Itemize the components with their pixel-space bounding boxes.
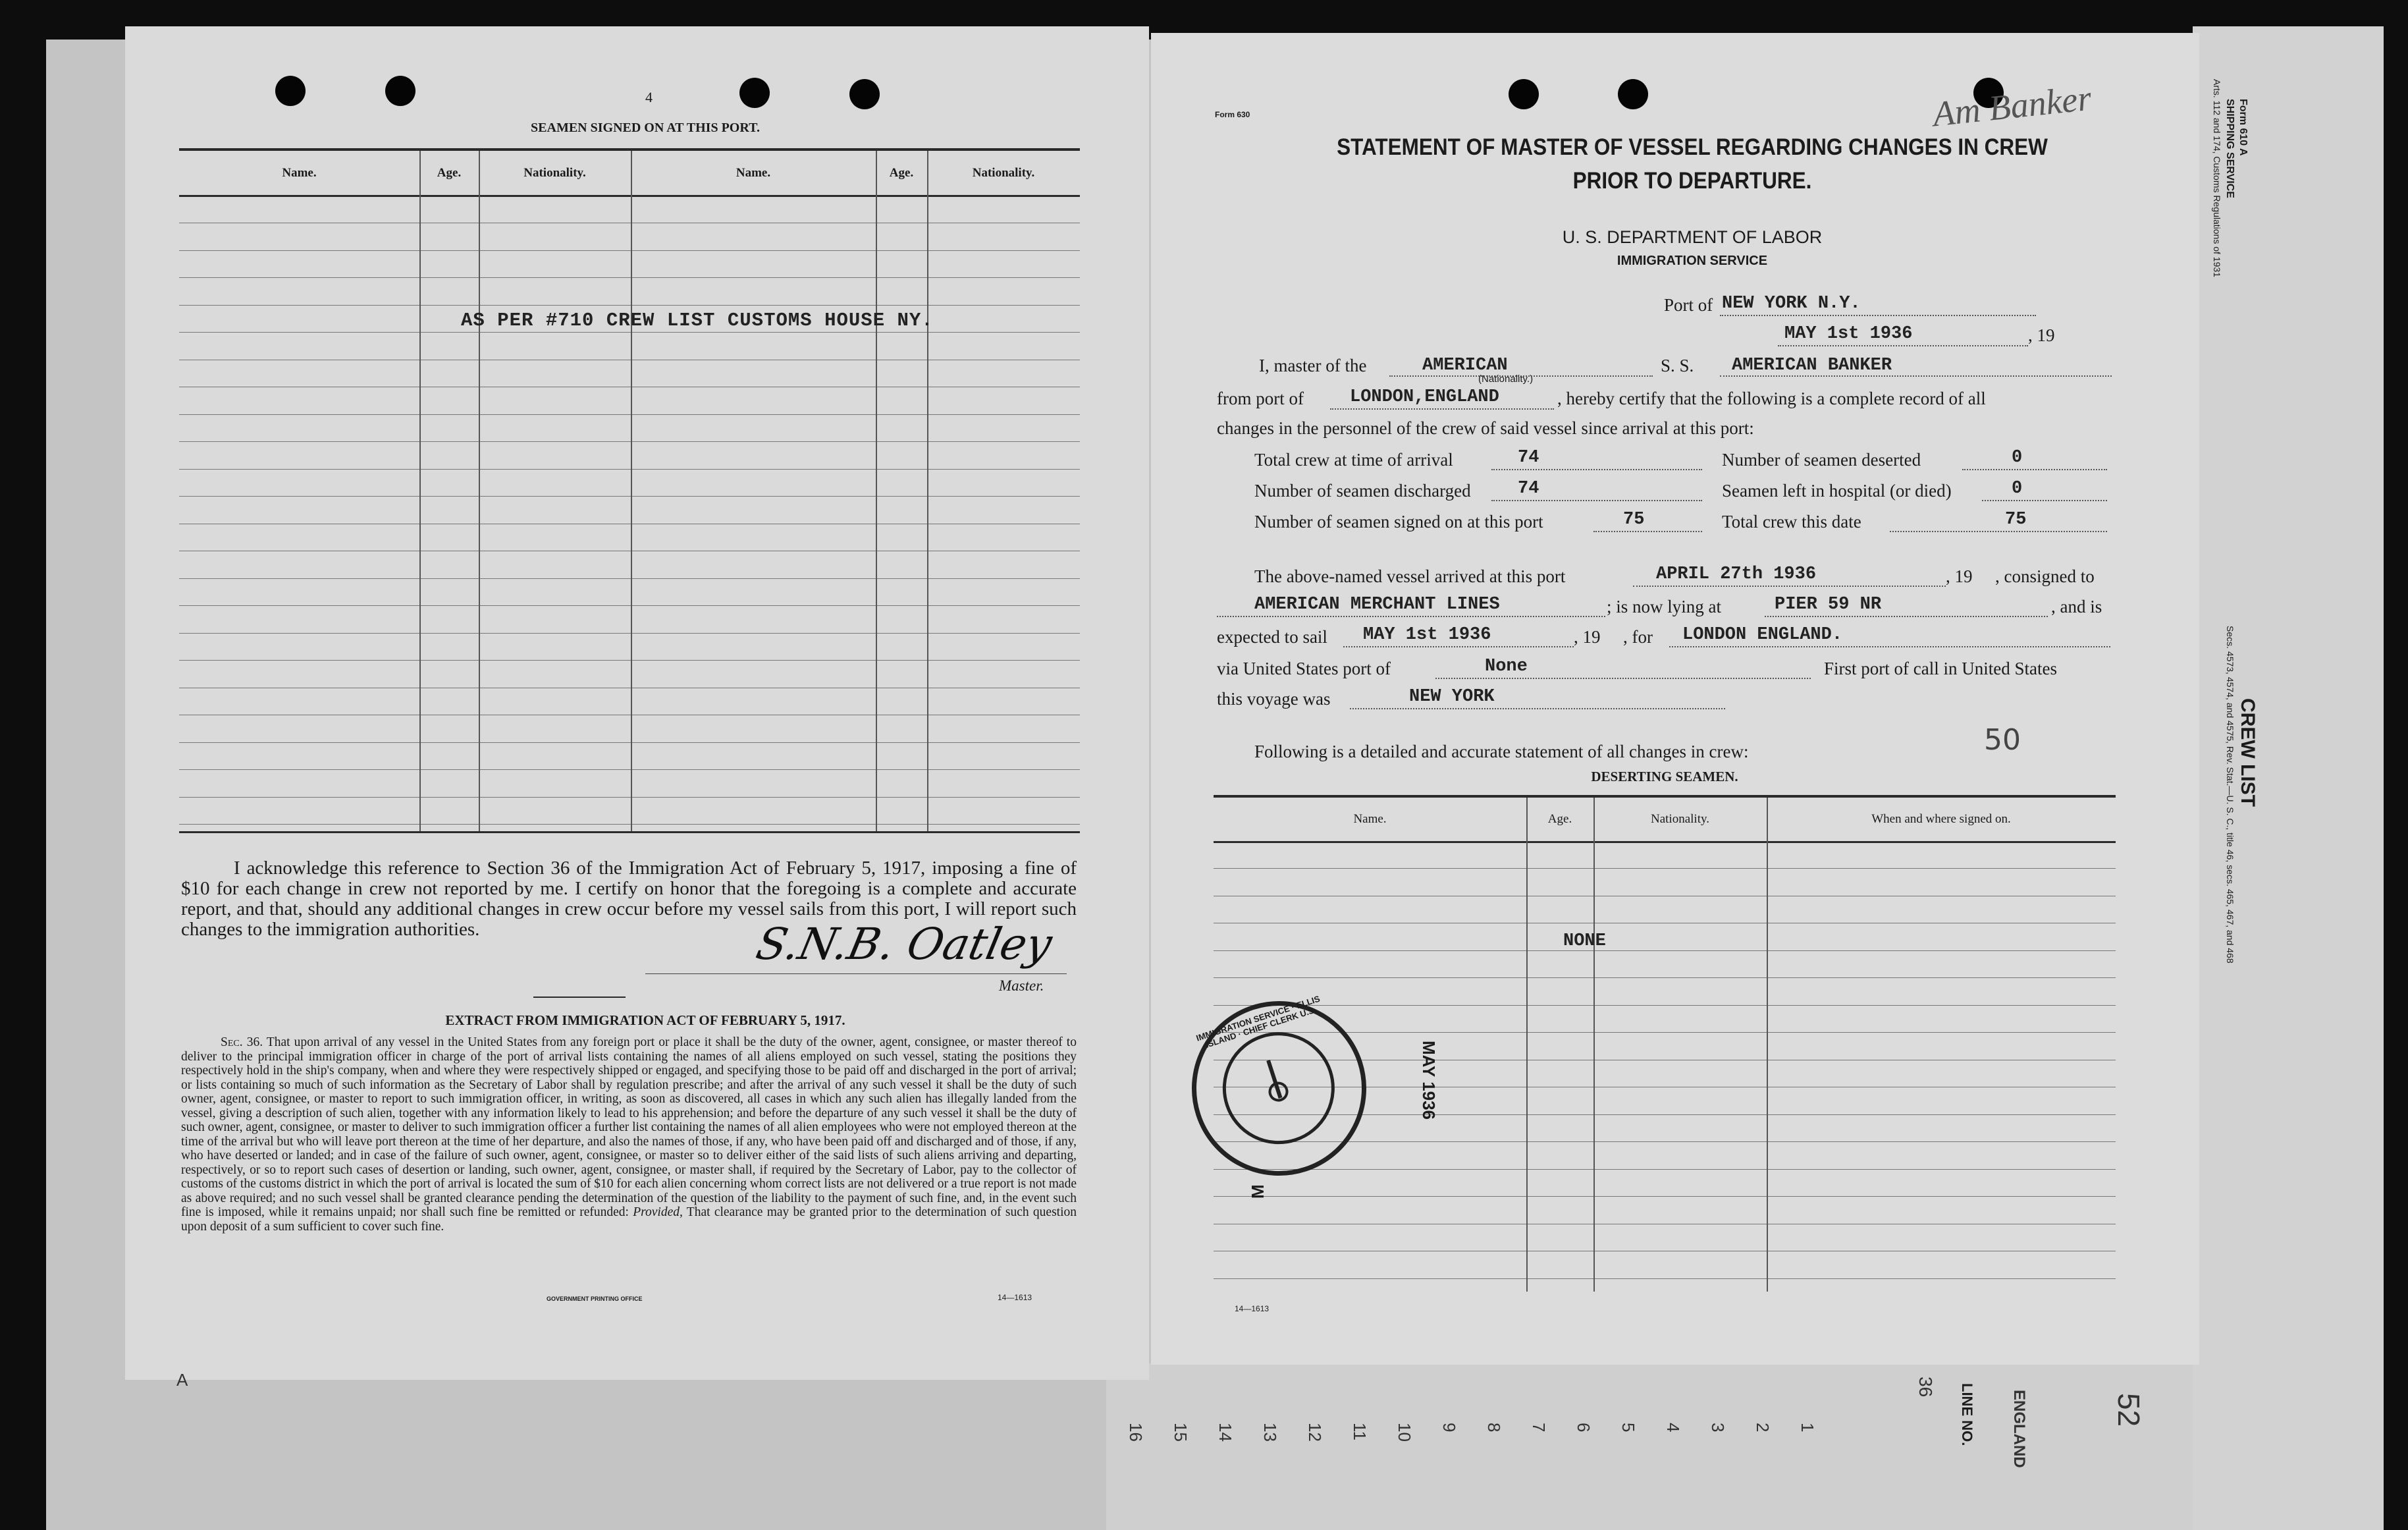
- expected-value: MAY 1st 1936: [1363, 625, 1491, 645]
- from-port-line: [1330, 407, 1554, 410]
- left-column-header: Name.: [282, 166, 317, 180]
- consigned-label: , consigned to: [1995, 566, 2095, 586]
- arrived-year: , 19: [1946, 566, 1973, 586]
- stat-total-line: [1890, 530, 2107, 532]
- under-lines-label: LINE NO.: [1959, 1383, 1975, 1446]
- section-body: That upon arrival of any vessel in the United States from any foreign port or place it shall be the duty of the owner, agent, consignee, or master thereof to deliver to the principal immigration officer in charge of the port of arrival lists containing the names of all aliens employed on such vessel, stating the positions they respectively hold in the ship's company, when and where they were respectively shipped or engaged, and specifying those to be paid off and discharged in the port of arrival; or lists containing so much of such information as the Secretary of Labor shall by regulation prescribe; and after the arrival of any such vessel it shall be the duty of such owner, agent, consignee, or master to report to such immigration officer, in writing, as soon as discovered, all cases in which any such alien has illegally landed from the vessel, giving a description of such alien, together with any information likely to lead to his apprehension; and before the departure of any such vessel it shall be the duty of such owner, agent, consignee, or master to deliver to such immigration officer a further list containing the names of all alien employees who were not employed thereon at the time of the arrival but who will leave port thereon at the time of her departure, and also the names of those, if any, who have been paid off and discharged and of those, if any, who have deserted or landed; and in case of the failure of such owner, agent, consignee, or master so to deliver either of the said lists of such aliens arriving and departing, respectively, or so to report such cases of desertion or landing, such owner, agent, consignee, or master shall, if required by the Secretary of Labor, pay to the collector of customs of the customs district in which the port of arrival is located the sum of $10 for each alien concerning whom correct lists are not delivered or a true report is not made as above required; and no such vessel shall be granted clearance pending the determination of the question of the liability to the payment of such fine, and, in the event such fine is imposed, while it remains unpaid; nor shall such fine be remitted or refunded:: [181, 1035, 1077, 1219]
- following-text: Following is a detailed and accurate statement of all changes in crew:: [1254, 742, 1749, 761]
- arrived-label: The above-named vessel arrived at this port: [1254, 566, 1566, 586]
- under-line-number: 3: [1708, 1423, 1728, 1433]
- desert-column-header: Age.: [1547, 812, 1572, 826]
- table-row-line: [179, 660, 1080, 661]
- deserting-title: DESERTING SEAMEN.: [1591, 769, 1738, 784]
- table-row-line: [179, 469, 1080, 470]
- stamp-outer-text: IMMIGRATION SERVICE · ELLIS ISLAND · CHIEF CLERK U.S.: [1194, 993, 1322, 1050]
- stat-total-label: Total crew this date: [1722, 512, 1861, 532]
- left-column-header: Nationality.: [972, 166, 1035, 180]
- divider: [533, 997, 626, 998]
- via-line: [1435, 676, 1811, 679]
- under-sheet-strip: [1106, 1363, 2357, 1530]
- stat-discharged-label: Number of seamen discharged: [1254, 481, 1471, 501]
- under-england-text: ENGLAND: [2010, 1390, 2028, 1468]
- table-top-rule: [179, 148, 1080, 151]
- table-row-line: [179, 769, 1080, 770]
- desert-row-line: [1214, 1278, 2116, 1279]
- voyage-value: NEW YORK: [1409, 687, 1495, 707]
- side-letter: A: [176, 1370, 188, 1390]
- table-head-rule: [179, 195, 1080, 197]
- punch-hole: [1509, 79, 1539, 109]
- left-column-header: Age.: [437, 166, 462, 180]
- arrived-line: [1633, 584, 1946, 587]
- seamen-signed-title: SEAMEN SIGNED ON AT THIS PORT.: [531, 121, 760, 135]
- port-label: [1664, 295, 1713, 315]
- ship-name: AMERICAN BANKER: [1732, 356, 1892, 375]
- under-line-number: 15: [1171, 1423, 1191, 1442]
- left-column-header: Name.: [736, 166, 771, 180]
- form-ref-1: Form 610 A: [2237, 99, 2249, 156]
- table-row-line: [179, 578, 1080, 579]
- stat-hospital-value: 0: [2012, 479, 2023, 499]
- under-line-number: 7: [1529, 1423, 1549, 1433]
- desert-column-header: Name.: [1353, 812, 1387, 826]
- form-ref-3: Arts. 112 and 174, Customs Regulations of 1931: [2212, 79, 2222, 277]
- under-year-36: 36: [1915, 1377, 1936, 1398]
- printer-note: GOVERNMENT PRINTING OFFICE: [547, 1296, 643, 1302]
- expected-label: expected to sail: [1217, 627, 1327, 647]
- expected-year: , 19: [1574, 627, 1601, 647]
- nationality-value: AMERICAN: [1422, 356, 1508, 375]
- stamp-letter: M: [1248, 1184, 1268, 1199]
- punch-hole: [1618, 79, 1648, 109]
- lying-label: ; is now lying at: [1607, 597, 1721, 616]
- service: IMMIGRATION SERVICE: [1617, 254, 1768, 268]
- section-label: Sec. 36.: [221, 1035, 263, 1049]
- under-line-number: 1: [1798, 1423, 1817, 1433]
- table-row-line: [179, 797, 1080, 798]
- for-value: LONDON ENGLAND.: [1682, 625, 1843, 645]
- table-row-line: [179, 742, 1080, 743]
- table-row-line: [179, 250, 1080, 251]
- port-label-text: Port of: [1664, 295, 1713, 315]
- arrived-value: APRIL 27th 1936: [1656, 564, 1817, 584]
- table-row-line: [179, 332, 1080, 333]
- stat-discharged-line: [1491, 499, 1702, 501]
- stamp-date: MAY 1936: [1419, 1041, 1439, 1120]
- consignee-line: [1217, 615, 1605, 617]
- page-number: 4: [645, 89, 653, 105]
- desert-column-line: [1593, 798, 1595, 1292]
- voyage-line: [1350, 707, 1725, 709]
- stat-discharged-value: 74: [1518, 479, 1539, 499]
- table-column-line: [927, 151, 928, 831]
- punch-hole: [275, 76, 306, 106]
- stat-signed-value: 75: [1623, 510, 1645, 530]
- for-line: [1669, 645, 2110, 647]
- and-is: , and is: [2051, 597, 2102, 616]
- none-entry: NONE: [1563, 931, 1606, 951]
- desert-column-header: When and where signed on.: [1871, 812, 2011, 826]
- nationality-line: [1389, 374, 1653, 377]
- via-label: via United States port of: [1217, 659, 1391, 678]
- department: U. S. DEPARTMENT OF LABOR: [1562, 227, 1823, 247]
- from-port-label: from port of: [1217, 389, 1304, 408]
- crew-list-ref: Secs. 4573, 4574, and 4575, Rev. Stat.—U. S. C., title 46, secs. 465, 467, and 468: [2225, 626, 2235, 964]
- signature: S.N.B. Oatley: [751, 919, 1057, 970]
- table-row-line: [179, 496, 1080, 497]
- stat-deserted-value: 0: [2012, 448, 2023, 468]
- under-line-number: 4: [1663, 1423, 1683, 1433]
- stat-arrival-label: Total crew at time of arrival: [1254, 450, 1453, 470]
- desert-row-line: [1214, 1196, 2116, 1197]
- stat-hospital-line: [1982, 499, 2107, 501]
- ship-line: [1720, 374, 2112, 377]
- signature-line: [645, 973, 1067, 974]
- desert-column-header: Nationality.: [1651, 812, 1709, 826]
- from-port-value: LONDON,ENGLAND: [1350, 387, 1499, 407]
- desert-row-line: [1214, 977, 2116, 978]
- table-row-line: [179, 605, 1080, 606]
- statement-title-2: PRIOR TO DEPARTURE.: [1572, 168, 1812, 194]
- under-line-number: 11: [1350, 1423, 1370, 1440]
- port-line: [1720, 314, 2036, 316]
- desert-row-line: [1214, 868, 2116, 869]
- stat-signed-line: [1593, 530, 1702, 532]
- desert-table-head-rule: [1214, 841, 2116, 843]
- expected-line: [1343, 645, 1574, 647]
- stat-signed-label: Number of seamen signed on at this port: [1254, 512, 1543, 532]
- statement-title-1: STATEMENT OF MASTER OF VESSEL REGARDING CHANGES IN CREW: [1337, 134, 2048, 160]
- form-ref-2: SHIPPING SERVICE: [2224, 99, 2235, 198]
- left-column-header: Nationality.: [523, 166, 586, 180]
- desert-row-line: [1214, 1032, 2116, 1033]
- provided-text: That clearance may be granted prior to the determination of such question upon deposit of a sum sufficient to cover such fine.: [181, 1205, 1077, 1234]
- stat-arrival-line: [1491, 468, 1702, 470]
- table-column-line: [631, 151, 632, 831]
- date-value: MAY 1st 1936: [1784, 324, 1913, 344]
- desert-row-line: [1214, 950, 2116, 951]
- stat-deserted-label: Number of seamen deserted: [1722, 450, 1921, 470]
- table-row-line: [179, 633, 1080, 634]
- form-label: Form 630: [1215, 110, 1250, 119]
- stat-hospital-label: Seamen left in hospital (or died): [1722, 481, 1952, 501]
- master-label: Master.: [999, 977, 1044, 994]
- stat-total-value: 75: [2005, 510, 2027, 530]
- handwritten-number: 50: [1984, 723, 2021, 757]
- port-value: NEW YORK N.Y.: [1722, 294, 1861, 314]
- table-row-line: [179, 277, 1080, 278]
- stat-deserted-line: [1962, 468, 2107, 470]
- table-column-line: [419, 151, 421, 831]
- under-line-number: 6: [1574, 1423, 1593, 1433]
- under-line-number: 14: [1216, 1423, 1235, 1442]
- under-page-number: 52: [2112, 1393, 2146, 1427]
- table-row-line: [179, 305, 1080, 306]
- changes-text: changes in the personnel of the crew of said vessel since arrival at this port:: [1217, 418, 1754, 438]
- certify-text: , hereby certify that the following is a complete record of all: [1557, 389, 1986, 408]
- punch-hole: [849, 79, 880, 109]
- lying-line: [1765, 615, 2048, 617]
- under-line-number: 16: [1126, 1423, 1146, 1442]
- via-value: None: [1485, 657, 1528, 676]
- date-line: [1778, 344, 2028, 346]
- ss-label: S. S.: [1661, 356, 1694, 375]
- left-form-code: 14—1613: [998, 1293, 1032, 1302]
- handwritten-note: Am Banker: [1931, 78, 2093, 134]
- section-36-text: [181, 1035, 1077, 1234]
- table-row-line: [179, 441, 1080, 442]
- first-port-label: First port of call in United States: [1824, 659, 2057, 678]
- typed-entry: AS PER #710 CREW LIST CUSTOMS HOUSE NY.: [461, 310, 934, 331]
- stat-arrival-value: 74: [1518, 448, 1539, 468]
- master-of-label: I, master of the: [1259, 356, 1367, 375]
- crew-list-title: CREW LIST: [2237, 698, 2259, 807]
- desert-row-line: [1214, 1141, 2116, 1142]
- punch-hole: [385, 76, 415, 106]
- under-line-number: 12: [1305, 1423, 1325, 1442]
- lying-value: PIER 59 NR: [1775, 595, 1882, 615]
- consignee-value: AMERICAN MERCHANT LINES: [1254, 595, 1500, 615]
- under-line-number: 9: [1439, 1423, 1459, 1433]
- right-form-code: 14—1613: [1235, 1304, 1270, 1313]
- under-line-number: 2: [1753, 1423, 1773, 1433]
- desert-column-line: [1526, 798, 1528, 1292]
- table-row-line: [179, 824, 1080, 825]
- nationality-caption: (Nationality.): [1478, 373, 1534, 385]
- under-line-number: 8: [1484, 1423, 1504, 1433]
- table-column-line: [876, 151, 877, 831]
- acknowledgement-text: I acknowledge this reference to Section 36 of the Immigration Act of February 5, 1917, imposing a fine of $10 for each change in crew not reported by me. I certify on honor that the foregoing is a complete and accurate report, and that, should any additional changes in crew occur before my vessel sails from this port, I will report such changes to the immigration authorities.: [181, 858, 1077, 940]
- punch-hole: [739, 78, 770, 108]
- table-bottom-rule: [179, 831, 1080, 833]
- desert-row-line: [1214, 1005, 2116, 1006]
- under-line-number: 13: [1260, 1423, 1280, 1442]
- date-year: , 19: [2028, 325, 2055, 345]
- voyage-label: this voyage was: [1217, 689, 1331, 709]
- desert-row-line: [1214, 1169, 2116, 1170]
- left-column-header: Age.: [889, 166, 914, 180]
- for-label: , for: [1623, 627, 1653, 647]
- desert-column-line: [1767, 798, 1768, 1292]
- table-column-line: [479, 151, 480, 831]
- extract-title: EXTRACT FROM IMMIGRATION ACT OF FEBRUARY 5, 1917.: [445, 1012, 845, 1028]
- under-line-number: 10: [1395, 1423, 1414, 1442]
- table-row-line: [179, 414, 1080, 415]
- desert-table-top: [1214, 795, 2116, 798]
- under-line-number: 5: [1619, 1423, 1638, 1433]
- provided-label: Provided,: [633, 1205, 683, 1219]
